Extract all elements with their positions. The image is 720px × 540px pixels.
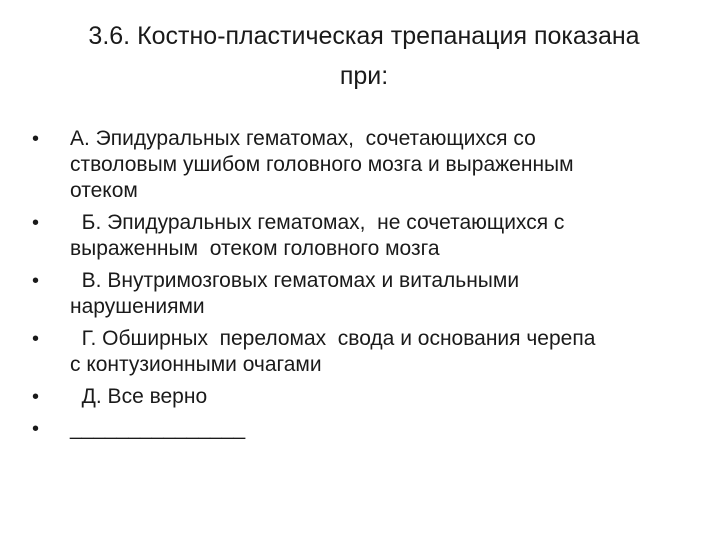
bullet-icon: • [32,386,40,408]
bullet-icon: • [32,212,40,234]
answer-a-line-3: отеком [70,179,138,202]
bullet-icon: • [32,418,40,440]
answer-a-line-2: стволовым ушибом головного мозга и выраженным [70,153,574,176]
answer-option-d [32,326,692,378]
slide-title [40,16,688,96]
bullet-icon: • [32,328,40,350]
title-line-2: при: [339,62,389,90]
bullet-icon: • [32,128,40,150]
title-line-1: 3.6. Костно-пластическая трепанация показана [88,22,640,50]
answer-b-line-1: Б. Эпидуральных гематомах, не сочетающихся с [70,211,565,234]
answer-e-line-1: Д. Все верно [70,385,208,408]
answer-b-line-2: выраженным отеком головного мозга [70,237,440,260]
bullet-icon: • [32,270,40,292]
answer-a-line-1: А. Эпидуральных гематомах, сочетающихся со [70,127,536,150]
answer-option-a [32,126,692,204]
answer-d-line-1: Г. Обширных переломах свода и основания черепа [70,327,596,350]
answer-c-line-1: В. Внутримозговых гематомах и витальными [70,269,520,292]
answer-blank-line: _______________ [70,417,246,440]
answer-blank [32,416,692,442]
answer-c-line-2: нарушениями [70,295,205,318]
answer-list [32,126,692,448]
answer-option-e [32,384,692,410]
answer-option-c [32,268,692,320]
answer-d-line-2: с контузионными очагами [70,353,322,376]
answer-option-b [32,210,692,262]
